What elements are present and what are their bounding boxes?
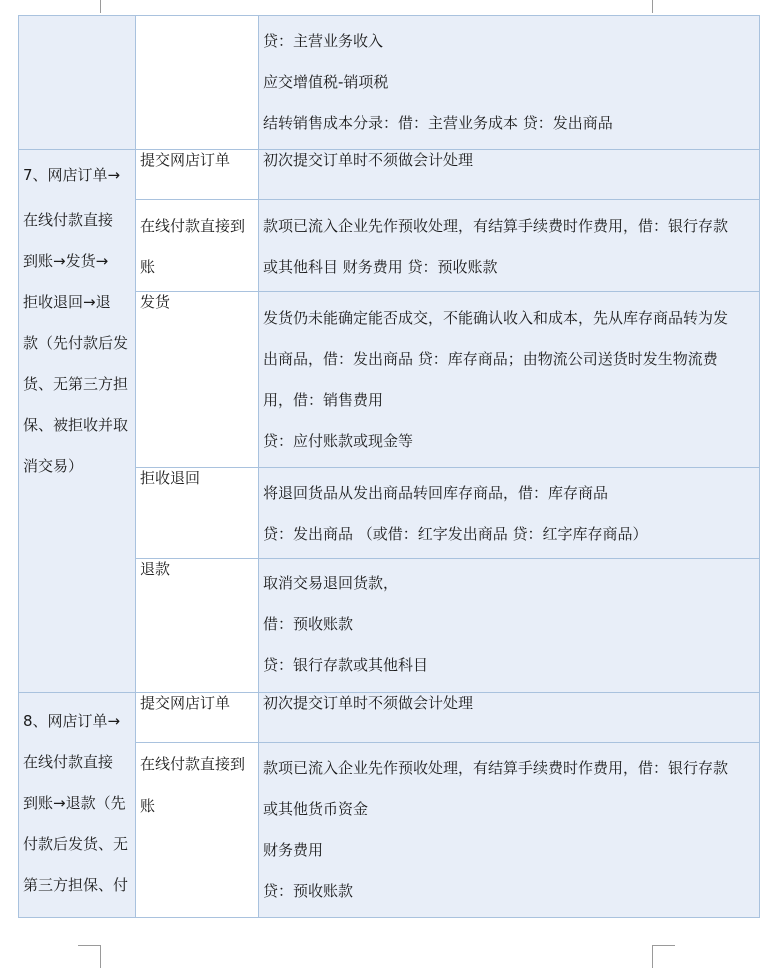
table-row [19, 693, 760, 743]
treatment-cell [259, 150, 760, 200]
treatment-line: 将退回货品从发出商品转回库存商品，借：库存商品 [263, 484, 609, 502]
accounting-table [18, 15, 760, 918]
treatment-line: 或其他科目 财务费用 贷：预收账款 [263, 258, 498, 276]
treatment-line: 用，借：销售费用 [263, 391, 384, 409]
treatment-line: 初次提交订单时不须做会计处理 [263, 151, 474, 169]
scenario-line: 第三方担保、付 [23, 876, 129, 894]
scenario-line: 货、无第三方担 [23, 375, 129, 393]
step-label: 在线付款直接到 [140, 217, 246, 235]
treatment-line: 款项已流入企业先作预收处理，有结算手续费时作费用，借：银行存款 [263, 759, 729, 777]
treatment-line: 财务费用 [263, 841, 324, 859]
scenario-line: 在线付款直接 [23, 753, 114, 771]
step-cell [136, 292, 259, 468]
scenario-line: 到账→退款（先 [23, 794, 126, 812]
treatment-line: 结转销售成本分录：借：主营业务成本 贷：发出商品 [263, 114, 613, 132]
treatment-line: 借：预收账款 [263, 615, 354, 633]
crop-mark [78, 945, 100, 946]
step-label: 退款 [140, 560, 171, 578]
step-cell [136, 16, 259, 150]
crop-mark [652, 0, 653, 13]
treatment-line: 贷：银行存款或其他科目 [263, 656, 429, 674]
treatment-line: 款项已流入企业先作预收处理，有结算手续费时作费用，借：银行存款 [263, 217, 729, 235]
step-label: 发货 [140, 293, 171, 311]
treatment-line: 出商品，借：发出商品 贷：库存商品；由物流公司送货时发生物流费 [263, 350, 718, 368]
table-row [19, 150, 760, 200]
treatment-line: 初次提交订单时不须做会计处理 [263, 694, 474, 712]
treatment-line: 发货仍未能确定能否成交，不能确认收入和成本，先从库存商品转为发 [263, 309, 729, 327]
scenario-line: 款（先付款后发 [23, 334, 129, 352]
treatment-cell [259, 468, 760, 559]
scenario-line: 在线付款直接 [23, 211, 114, 229]
scenario-cell [19, 16, 136, 150]
step-cell [136, 200, 259, 292]
scenario-cell [19, 150, 136, 693]
step-cell [136, 693, 259, 743]
treatment-line: 或其他货币资金 [263, 800, 369, 818]
treatment-cell [259, 16, 760, 150]
scenario-line: 到账→发货→ [23, 252, 109, 270]
treatment-cell [259, 292, 760, 468]
scenario-line: 保、被拒收并取 [23, 416, 129, 434]
step-cell [136, 150, 259, 200]
scenario-line: 付款后发货、无 [23, 835, 129, 853]
treatment-line: 贷：应付账款或现金等 [263, 432, 414, 450]
step-label: 提交网店订单 [140, 151, 231, 169]
treatment-line: 应交增值税-销项税 [263, 73, 389, 91]
treatment-cell [259, 559, 760, 693]
step-label: 拒收退回 [140, 469, 201, 487]
crop-mark [100, 945, 101, 968]
treatment-line: 贷：主营业务收入 [263, 32, 384, 50]
scenario-line: 消交易） [23, 457, 84, 475]
scenario-line: 拒收退回→退 [23, 293, 111, 311]
step-cell [136, 743, 259, 918]
treatment-cell [259, 200, 760, 292]
step-label: 在线付款直接到 [140, 755, 246, 773]
treatment-cell [259, 743, 760, 918]
crop-mark [653, 945, 675, 946]
treatment-cell [259, 693, 760, 743]
scenario-line: 8、网店订单→ [23, 712, 121, 730]
treatment-line: 取消交易退回货款， [263, 574, 399, 592]
table-row [19, 16, 760, 150]
step-cell [136, 468, 259, 559]
scenario-cell [19, 693, 136, 918]
step-cell [136, 559, 259, 693]
scenario-line: 7、网店订单→ [23, 166, 121, 184]
crop-mark [652, 945, 653, 968]
treatment-line: 贷：预收账款 [263, 882, 354, 900]
treatment-line: 贷：发出商品 （或借：红字发出商品 贷：红字库存商品） [263, 525, 648, 543]
crop-mark [100, 0, 101, 13]
step-label: 账 [140, 797, 156, 815]
step-label: 账 [140, 258, 156, 276]
step-label: 提交网店订单 [140, 694, 231, 712]
